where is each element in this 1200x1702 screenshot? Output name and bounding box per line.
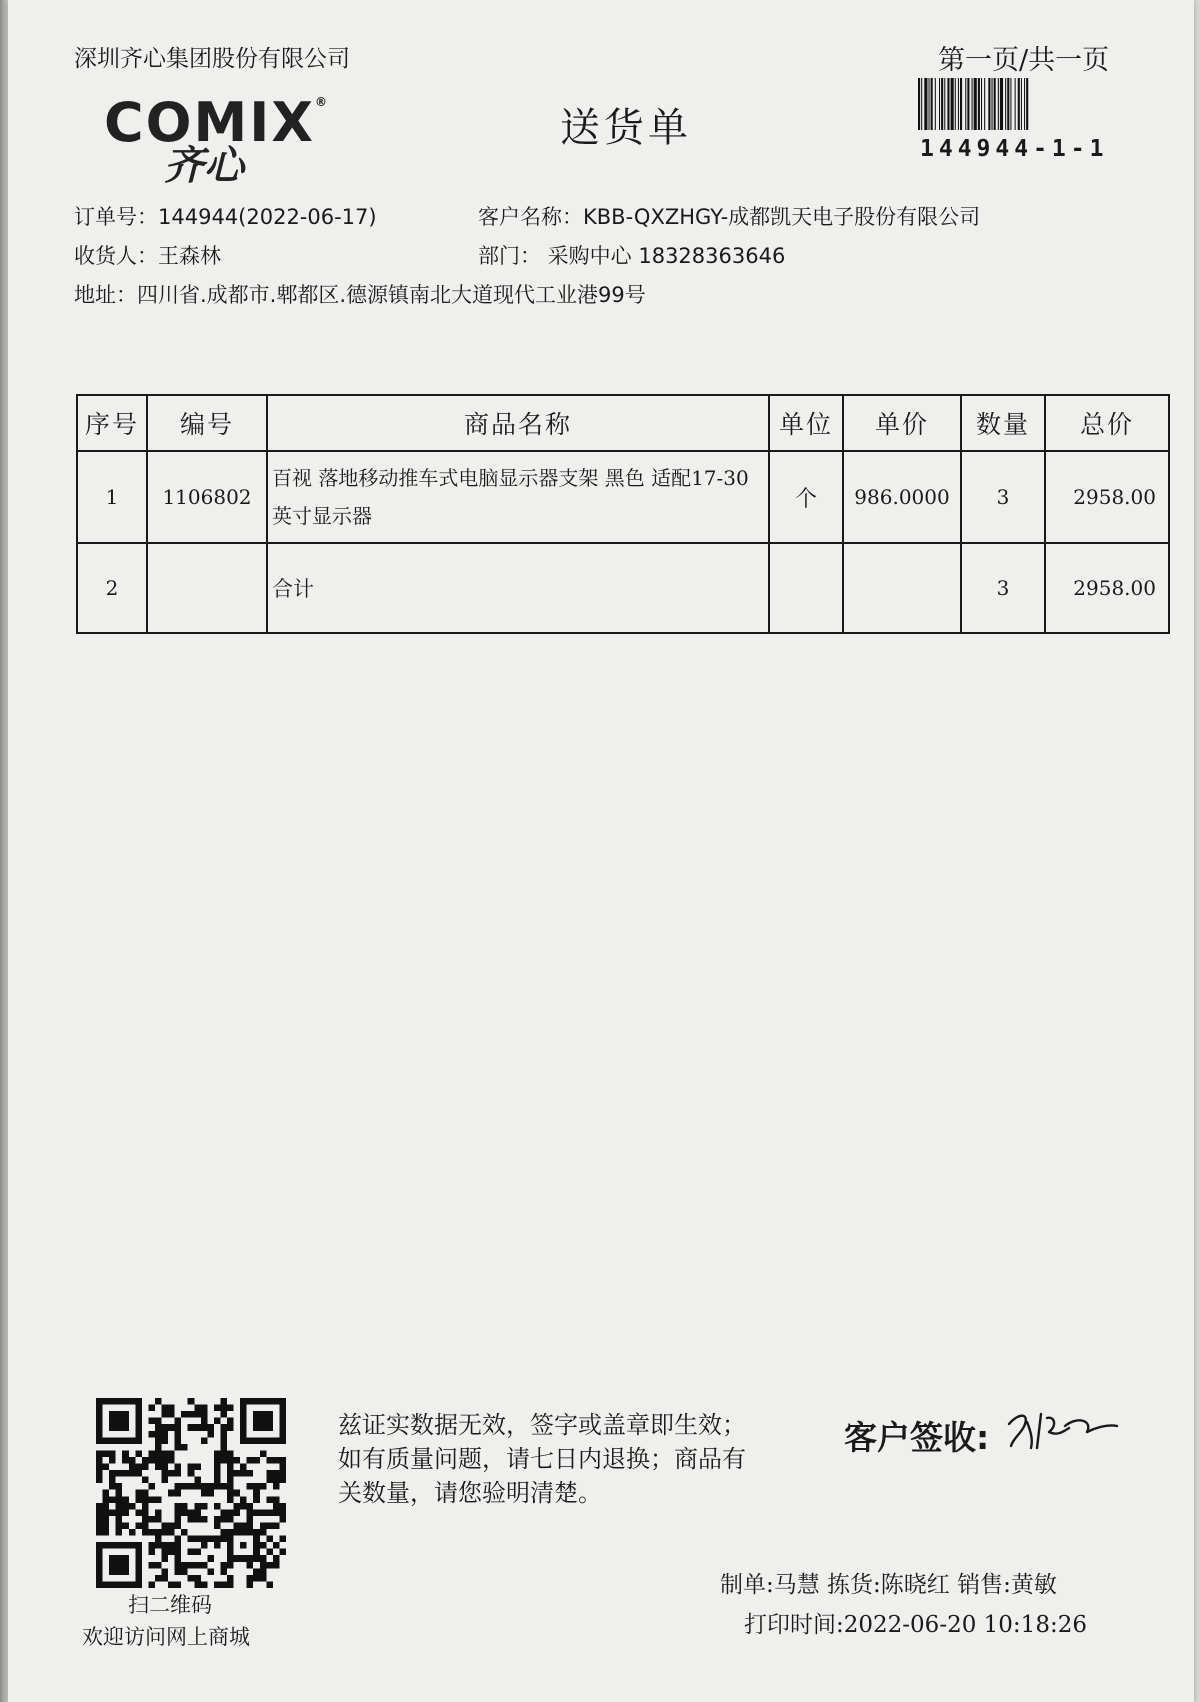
paper-edge-shadow [0, 0, 8, 1702]
cell-quantity: 3 [961, 543, 1045, 633]
cell-price [843, 543, 961, 633]
page-info: 第一页/共一页 [938, 45, 1110, 76]
cell-quantity: 3 [961, 451, 1045, 543]
order-number: 订单号：144944(2022-06-17) [74, 205, 377, 229]
table-header-row [77, 395, 1169, 451]
cell-product-name: 百视 落地移动推车式电脑显示器支架 黑色 适配17-30英寸显示器 [267, 451, 769, 543]
address: 地址：四川省.成都市.郫都区.德源镇南北大道现代工业港99号 [74, 283, 646, 307]
company-name: 深圳齐心集团股份有限公司 [74, 46, 350, 72]
qr-caption-scan: 扫二维码 [128, 1593, 212, 1617]
header-code: 编号 [147, 395, 267, 451]
cell-seq: 2 [77, 543, 147, 633]
staff-info: 制单:马慧 拣货:陈晓红 销售:黄敏 [720, 1572, 1057, 1598]
comix-logo [104, 91, 334, 192]
barcode-number: 144944-1-1 [920, 136, 1109, 162]
qr-code-icon[interactable] [96, 1398, 286, 1588]
cell-total: 2958.00 [1045, 543, 1169, 633]
table-row [77, 451, 1169, 543]
document-title: 送货单 [560, 105, 692, 151]
cell-unit: 个 [769, 451, 843, 543]
cell-code: 1106802 [147, 451, 267, 543]
cell-unit [769, 543, 843, 633]
department: 部门： 采购中心 18328363646 [478, 244, 786, 268]
receiver: 收货人：王森林 [74, 244, 221, 268]
header-product-name: 商品名称 [267, 395, 769, 451]
customer-sign-label: 客户签收: [844, 1418, 990, 1457]
logo-text-cn: 齐心 [164, 143, 244, 189]
qr-caption-mall: 欢迎访问网上商城 [82, 1625, 250, 1649]
header-price: 单价 [843, 395, 961, 451]
header-quantity: 数量 [961, 395, 1045, 451]
header-seq: 序号 [77, 395, 147, 451]
cell-product-name: 合计 [267, 543, 769, 633]
table-row-total [77, 543, 1169, 633]
barcode-icon [918, 78, 1136, 130]
header-unit: 单位 [769, 395, 843, 451]
cell-code [147, 543, 267, 633]
header-total: 总价 [1045, 395, 1169, 451]
cell-total: 2958.00 [1045, 451, 1169, 543]
logo-text-en: COMIX® [104, 91, 329, 154]
items-table [76, 394, 1170, 634]
cell-price: 986.0000 [843, 451, 961, 543]
print-time: 打印时间:2022-06-20 10:18:26 [744, 1612, 1087, 1638]
signature-icon [1003, 1402, 1123, 1458]
notice-text: 兹证实数据无效，签字或盖章即生效；如有质量问题，请七日内退换；商品有关数量，请您验明清楚。 [338, 1411, 746, 1507]
customer-name: 客户名称：KBB-QXZHGY-成都凯天电子股份有限公司 [478, 205, 981, 229]
cell-seq: 1 [77, 451, 147, 543]
delivery-note-page [8, 0, 1194, 1702]
